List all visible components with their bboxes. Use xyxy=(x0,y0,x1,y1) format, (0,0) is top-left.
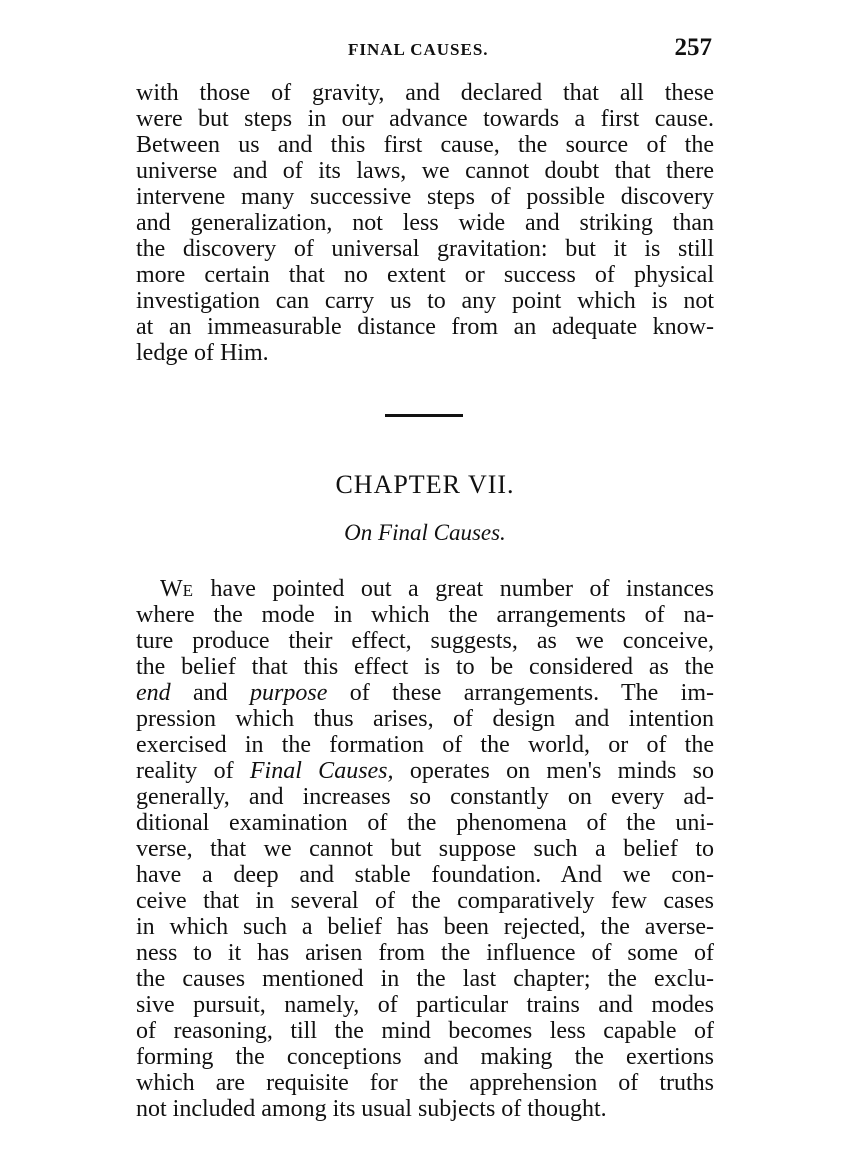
italic-text: Final Causes, xyxy=(249,758,394,784)
text-line xyxy=(136,758,714,784)
running-title: FINAL CAUSES. xyxy=(348,40,489,59)
text-line: ture produce their effect, suggests, as we conceive, xyxy=(136,628,714,654)
text-line: Between us and this first cause, the source of the xyxy=(136,132,714,158)
text-line: ledge of Him. xyxy=(136,340,269,366)
text-line: intervene many successive steps of possible discovery xyxy=(136,184,714,210)
chapter-heading: CHAPTER VII. xyxy=(335,470,515,499)
text-line: the belief that this effect is to be considered as the xyxy=(136,654,714,680)
text-line: and generalization, not less wide and striking than xyxy=(136,210,714,236)
paragraph-continued xyxy=(136,80,714,366)
text-line: ceive that in several of the comparatively few cases xyxy=(136,888,714,914)
chapter-subtitle: On Final Causes. xyxy=(344,520,506,545)
text-line: the discovery of universal gravitation: but it is still xyxy=(136,236,714,262)
text-line xyxy=(136,680,714,706)
text-line: not included among its usual subjects of thought. xyxy=(136,1096,607,1122)
text-line: ditional examination of the phenomena of the uni- xyxy=(136,810,714,836)
text-line: of reasoning, till the mind becomes less capable of xyxy=(136,1018,714,1044)
text-line: pression which thus arises, of design and intention xyxy=(136,706,714,732)
text-line: generally, and increases so constantly on every ad- xyxy=(136,784,714,810)
text-line: ness to it has arisen from the influence of some of xyxy=(136,940,714,966)
small-caps-initial: W xyxy=(160,576,183,602)
chapter-opening-paragraph xyxy=(136,576,714,1122)
text-line: the causes mentioned in the last chapter; the exclu- xyxy=(136,966,714,992)
text-run: of these arrangements. The im- xyxy=(327,680,715,706)
section-divider xyxy=(385,414,463,417)
text-run: operates on men's minds so xyxy=(393,758,714,784)
text-line: which are requisite for the apprehension of truths xyxy=(136,1070,714,1096)
text-line: with those of gravity, and declared that all these xyxy=(136,80,714,106)
text-line: more certain that no extent or success of physical xyxy=(136,262,714,288)
text-line: investigation can carry us to any point which is not xyxy=(136,288,714,314)
text-line: verse, that we cannot but suppose such a belief to xyxy=(136,836,714,862)
text-line: universe and of its laws, we cannot doubt that there xyxy=(136,158,714,184)
text-line: forming the conceptions and making the exertions xyxy=(136,1044,714,1070)
text-line: exercised in the formation of the world, or of the xyxy=(136,732,714,758)
page-number: 257 xyxy=(674,34,712,61)
text-line: where the mode in which the arrangements of na- xyxy=(136,602,714,628)
italic-text: purpose xyxy=(250,680,328,706)
text-line: were but steps in our advance towards a first cause. xyxy=(136,106,714,132)
italic-text: end xyxy=(136,680,171,706)
text-line: in which such a belief has been rejected, the averse- xyxy=(136,914,714,940)
text-run: have pointed out a great number of instances xyxy=(194,576,714,602)
text-line: at an immeasurable distance from an adequate know- xyxy=(136,314,714,340)
running-header xyxy=(136,34,714,66)
text-run: and xyxy=(170,680,251,706)
text-line: have a deep and stable foundation. And we con- xyxy=(136,862,714,888)
text-line xyxy=(136,576,714,602)
text-run: reality of xyxy=(136,758,250,784)
small-caps-rest: E xyxy=(182,581,195,600)
text-line: sive pursuit, namely, of particular trains and modes xyxy=(136,992,714,1018)
